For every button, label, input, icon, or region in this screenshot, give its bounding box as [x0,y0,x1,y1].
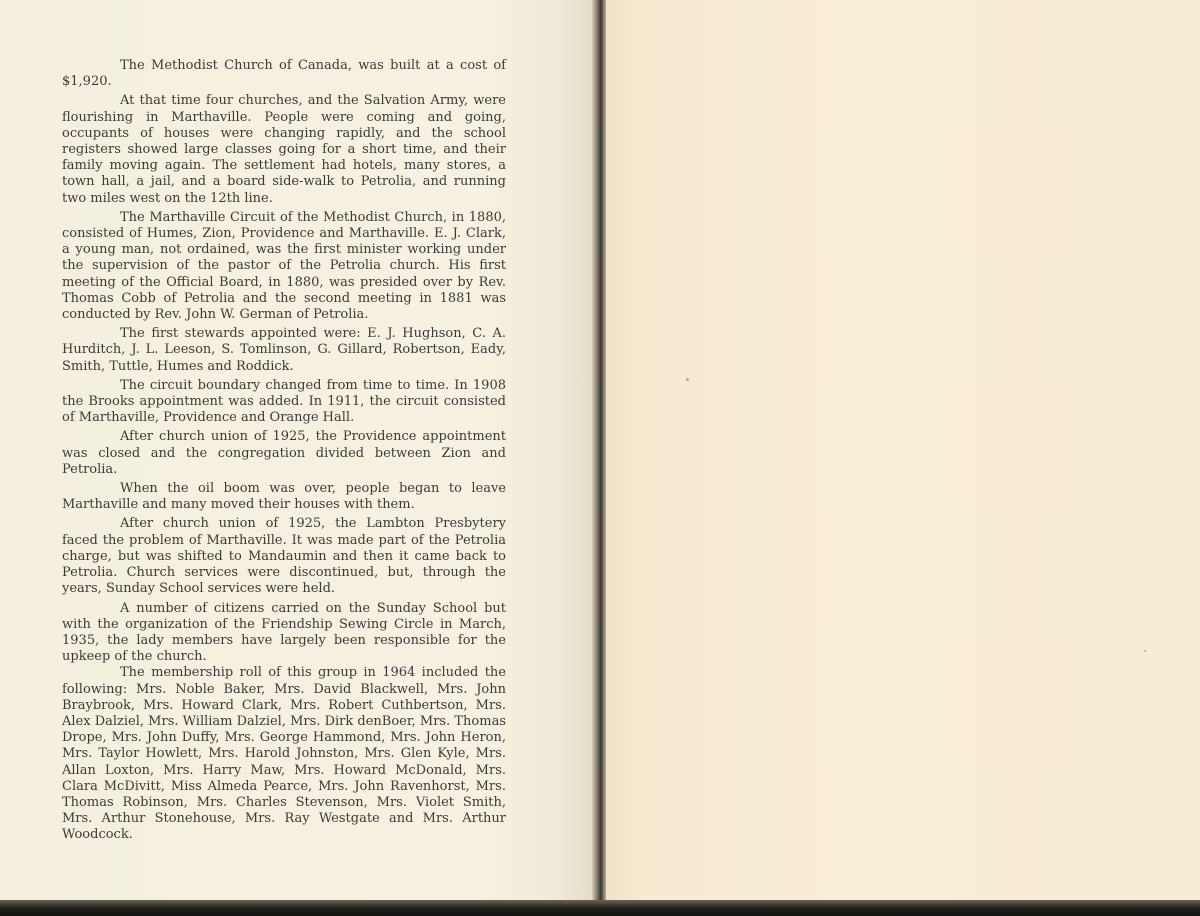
paragraph-membership-roll: The membership roll of this group in 1964 included the following: Mrs. Noble Baker, Mrs. David Blackwell, Mrs. John Braybrook, Mrs. Howard Clark, Mrs. Robert Cuthbertson, Mrs. Alex Dalziel, Mrs. William Dalziel, Mrs. Dirk denBoer, Mrs. Thomas Drope, Mrs. John Duffy, Mrs. George Hammond, Mrs. John Heron, Mrs. Taylor Howlett, Mrs. Harold Johnston, Mrs. Glen Kyle, Mrs. Allan Loxton, Mrs. Harry Maw, Mrs. Howard McDonald, Mrs. Clara McDivitt, Miss Almeda Pearce, Mrs. John Ravenhorst, Mrs. Thomas Robinson, Mrs. Charles Stevenson, Mrs. Violet Smith, Mrs. Arthur Stonehouse, Mrs. Ray Westgate and Mrs. Arthur Woodcock. [62,665,506,843]
paragraph-sewing-circle: A number of citizens carried on the Sunday School but with the organization of the Friendship Sewing Circle in March, 1935, the lady members have largely been responsible for the upkeep of the church. [62,600,506,665]
page-text [62,58,506,847]
paragraph-first-stewards: The first stewards appointed were: E. J. Hughson, C. A. Hurditch, J. L. Leeson, S. Tomlinson, G. Gillard, Robertson, Eady, Smith, Tuttle, Humes and Roddick. [62,326,506,374]
scan-bottom-edge [0,900,1200,916]
paragraph-circuit-1880: The Marthaville Circuit of the Methodist Church, in 1880, consisted of Humes, Zion, Providence and Marthaville. E. J. Clark, a young man, not ordained, was the first minister working under the supervision of the pastor of the Petrolia church. His first meeting of the Official Board, in 1880, was presided over by Rev. Thomas Cobb of Petrolia and the second meeting in 1881 was conducted by Rev. John W. German of Petrolia. [62,209,506,323]
paragraph-circuit-boundary: The circuit boundary changed from time to time. In 1908 the Brooks appointment was added. In 1911, the circuit consisted of Marthaville, Providence and Orange Hall. [62,377,506,426]
paragraph-cost: The Methodist Church of Canada, was built at a cost of $1,920. [62,58,506,90]
paper-speck [686,378,689,381]
paragraph-four-churches: At that time four churches, and the Salvation Army, were flourishing in Marthaville. People were coming and going, occupants of houses were changing rapidly, and the school registers showed large classes going for a short time, and their family moving again. The settlement had hotels, many stores, a town hall, a jail, and a board side-walk to Petrolia, and running two miles west on the 12th line. [62,93,506,206]
left-page [0,0,596,906]
paragraph-lambton-presbytery: After church union of 1925, the Lambton Presbytery faced the problem of Marthaville. It was made part of the Petrolia charge, but was shifted to Mandaumin and then it came back to Petrolia. Church services were discontinued, but, through the years, Sunday School services were held. [62,516,506,597]
paper-speck [1144,650,1146,652]
paragraph-oil-boom: When the oil boom was over, people began to leave Marthaville and many moved their houses with them. [62,481,506,513]
right-page-blank [606,0,1200,906]
paragraph-providence-closed: After church union of 1925, the Providence appointment was closed and the congregation divided between Zion and Petrolia. [62,429,506,477]
